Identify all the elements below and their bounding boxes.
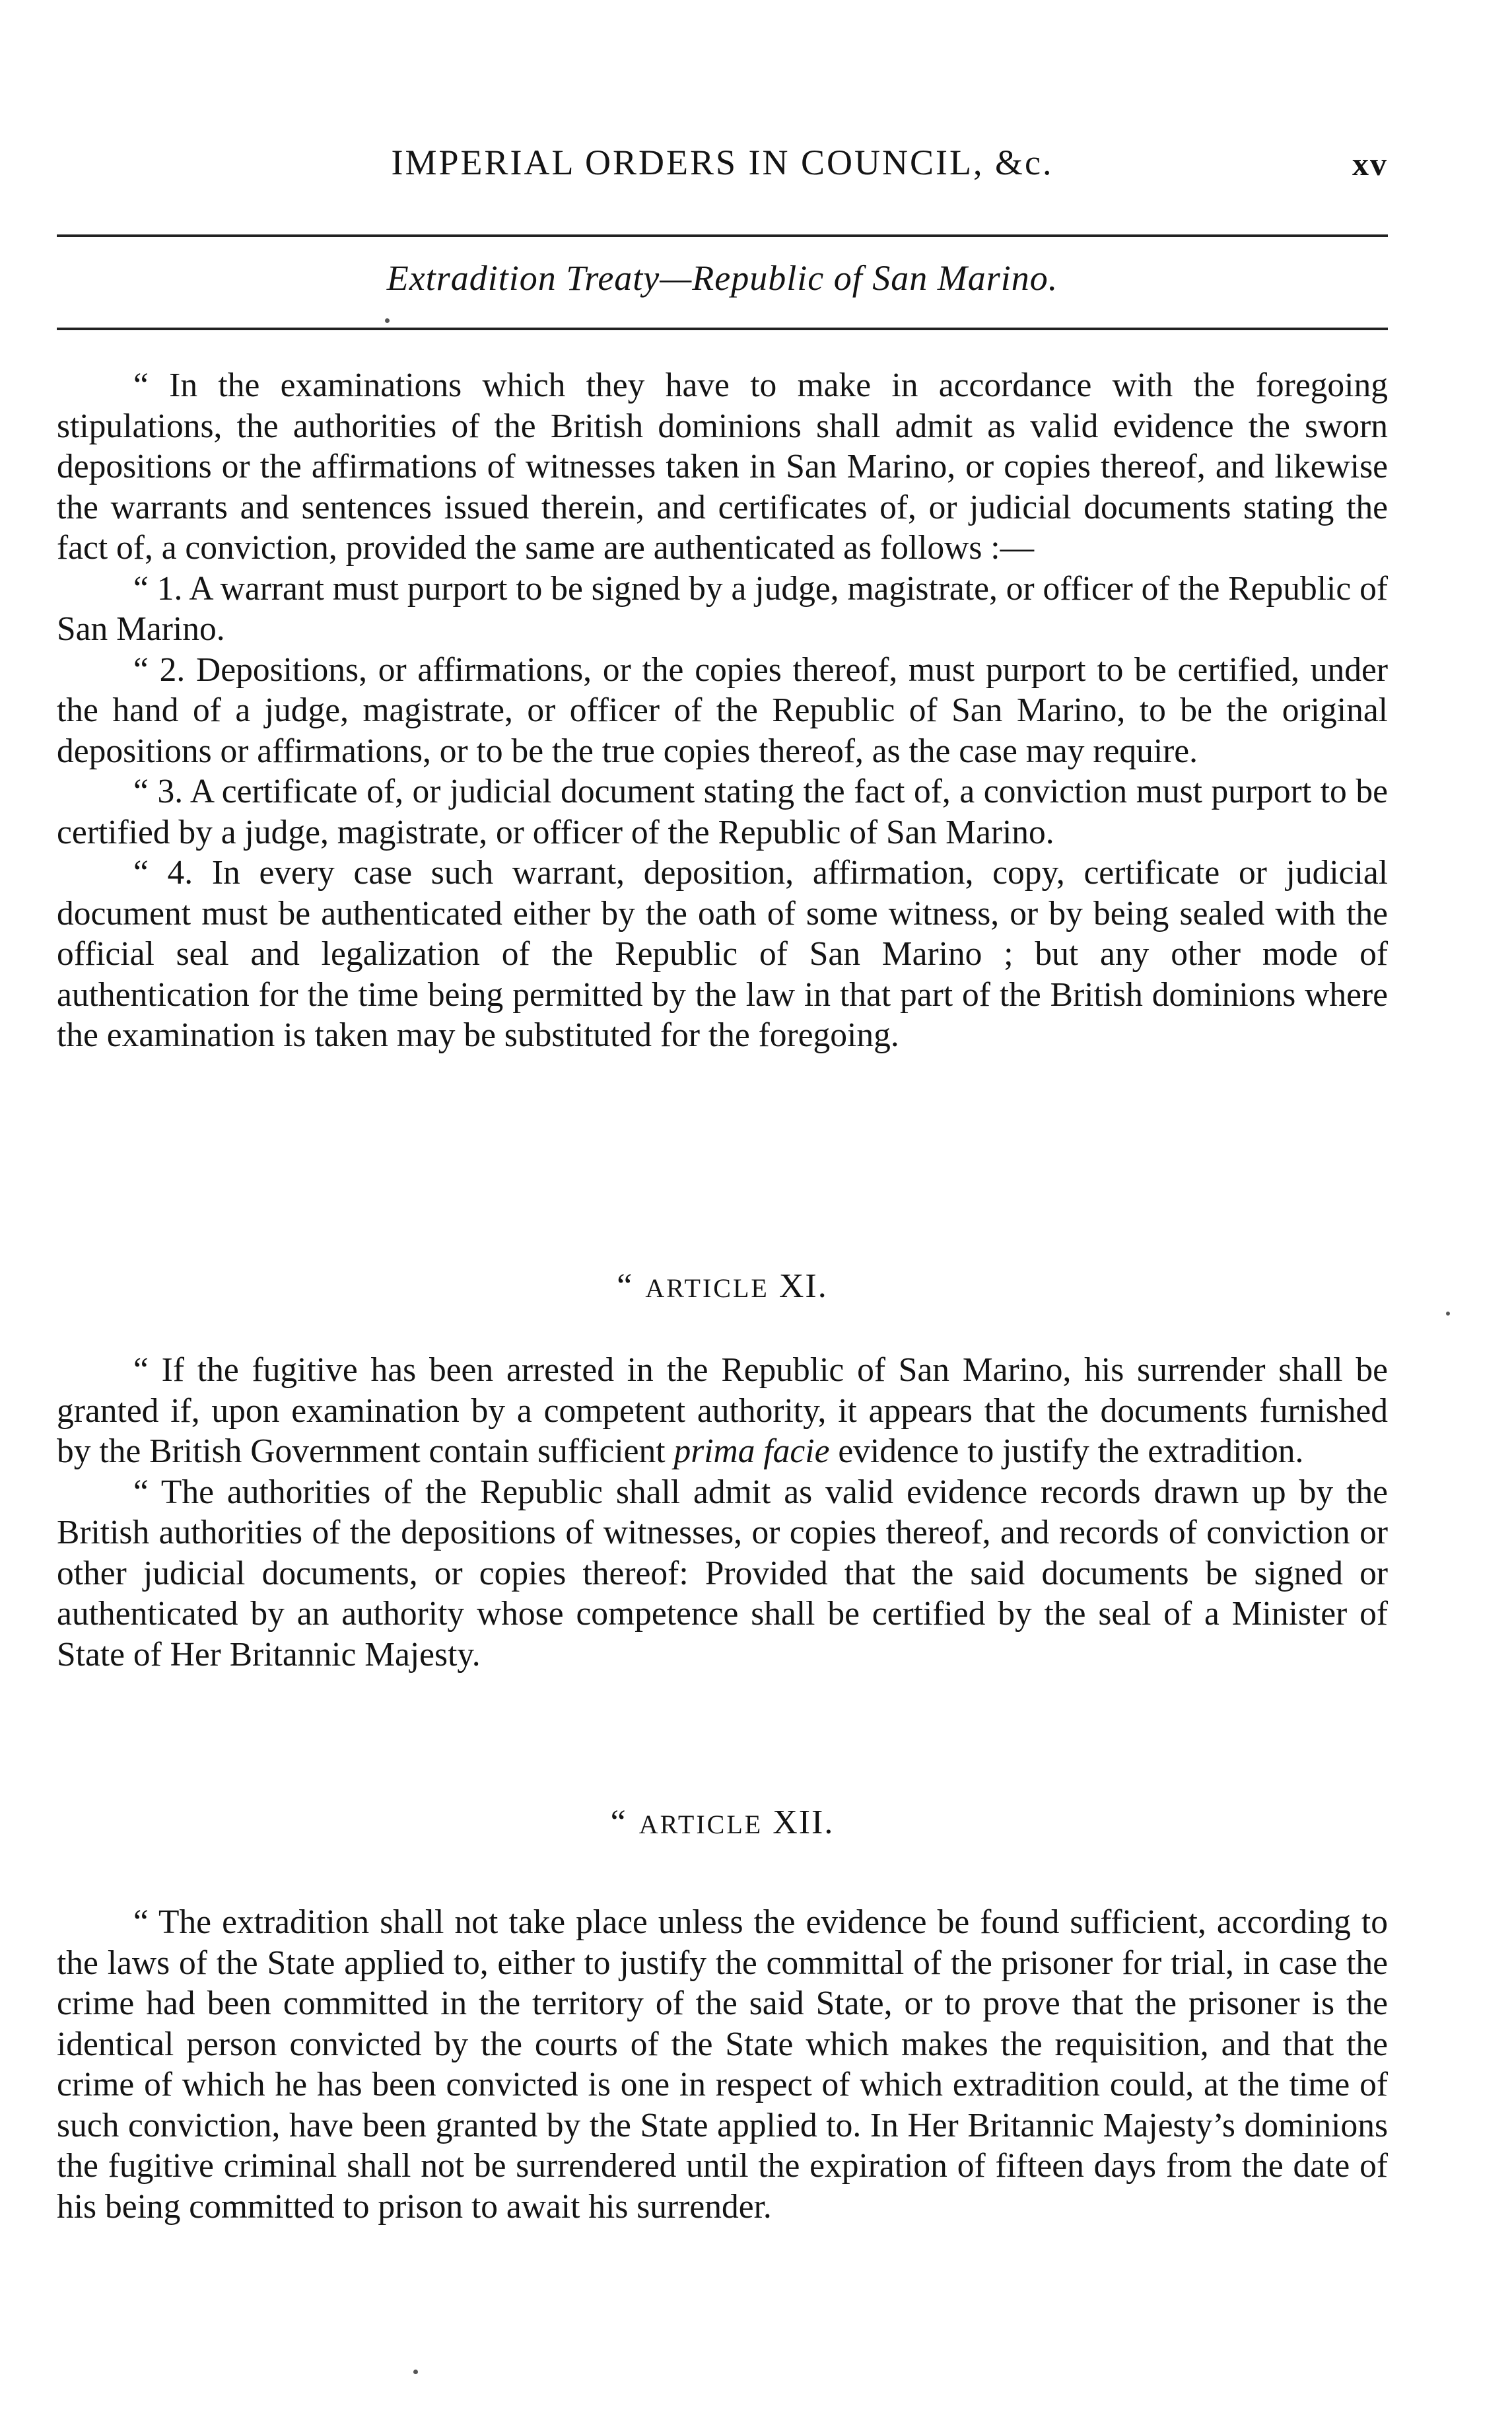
print-speck <box>1446 1312 1450 1316</box>
print-speck <box>413 2370 418 2374</box>
page-number: xv <box>1352 145 1388 182</box>
article-11-body <box>57 1350 1388 1675</box>
header-rule-bottom <box>57 328 1388 330</box>
article-word: ARTICLE <box>638 1810 763 1839</box>
paragraph: “ 4. In every case such warrant, deposition, affirmation, copy, certificate or judicial document must be authenticated either by the oath of some witness, or by being sealed with the official seal and legalization of the Republic of San Marino ; but any other mode of authentication for the time being permitted by the law in that part of the British dominions where the examination is taken may be substituted for the foregoing. <box>57 854 1388 1054</box>
paragraph: “ 3. A certificate of, or judicial document stating the fact of, a conviction must purport to be certified by a judge, magistrate, or officer of the Republic of San Marino. <box>57 773 1388 851</box>
article-numeral: XI. <box>778 1267 828 1305</box>
article-quote: “ <box>617 1267 634 1305</box>
section-subheading: Extradition Treaty—Republic of San Marino. <box>386 258 1058 298</box>
paragraph: “ 1. A warrant must purport to be signed by a judge, magistrate, or officer of the Republic of San Marino. <box>57 569 1388 648</box>
article-heading <box>57 1267 1388 1306</box>
print-speck <box>385 318 390 323</box>
article-numeral: XII. <box>773 1804 835 1841</box>
paragraph: “ 2. Depositions, or affirmations, or the copies thereof, must purport to be certified, under the hand of a judge, magistrate, or officer of the Republic of San Marino, to be the original depositions or affirmations, or to be the true copies thereof, as the case may require. <box>57 651 1388 770</box>
evidence-provisions <box>57 365 1388 1056</box>
paragraph: “ The authorities of the Republic shall admit as valid evidence records drawn up by the British authorities of the depositions of witnesses, or copies thereof, and records of conviction or other judicial documents, or copies thereof: Provided that the said documents be signed or authenticated by an authority whose competence shall be certified by the seal of a Minister of State of Her Britannic Majesty. <box>57 1473 1388 1673</box>
article-12-body <box>57 1902 1388 2227</box>
article-word: ARTICLE <box>645 1273 769 1303</box>
running-title: IMPERIAL ORDERS IN COUNCIL, &c. <box>391 143 1054 182</box>
running-head <box>57 142 1388 195</box>
paragraph: “ In the examinations which they have to make in accordance with the foregoing stipulations, the authorities of the British dominions shall admit as valid evidence the sworn depositions or the affirmations of witnesses taken in San Marino, or copies thereof, and likewise the warrants and sentences issued therein, and certificates of, or judicial documents stating the fact of, a conviction, provided the same are authenticated as follows :— <box>57 367 1388 567</box>
article-heading <box>57 1803 1388 1842</box>
paragraph: “ If the fugitive has been arrested in the Republic of San Marino, his surrender shall be granted if, upon examination by a competent authority, it appears that the documents furnished by the British Government contain sufficient prima facie evidence to justify the extradition. <box>57 1351 1388 1470</box>
article-quote: “ <box>610 1804 627 1841</box>
header-rule-top <box>57 234 1388 237</box>
paragraph: “ The extradition shall not take place unless the evidence be found sufficient, according to the laws of the State applied to, either to justify the committal of the prisoner for trial, in case the crime had been committed in the territory of the said State, or to prove that the prisoner is the identical person convicted by the courts of the State which makes the requisition, and that the crime of which he has been convicted is one in respect of which extradition could, at the time of such conviction, have been granted by the State applied to. In Her Britannic Majesty’s dominions the fugitive criminal shall not be surrendered until the expiration of fifteen days from the date of his being committed to prison to await his surrender. <box>57 1903 1388 2226</box>
